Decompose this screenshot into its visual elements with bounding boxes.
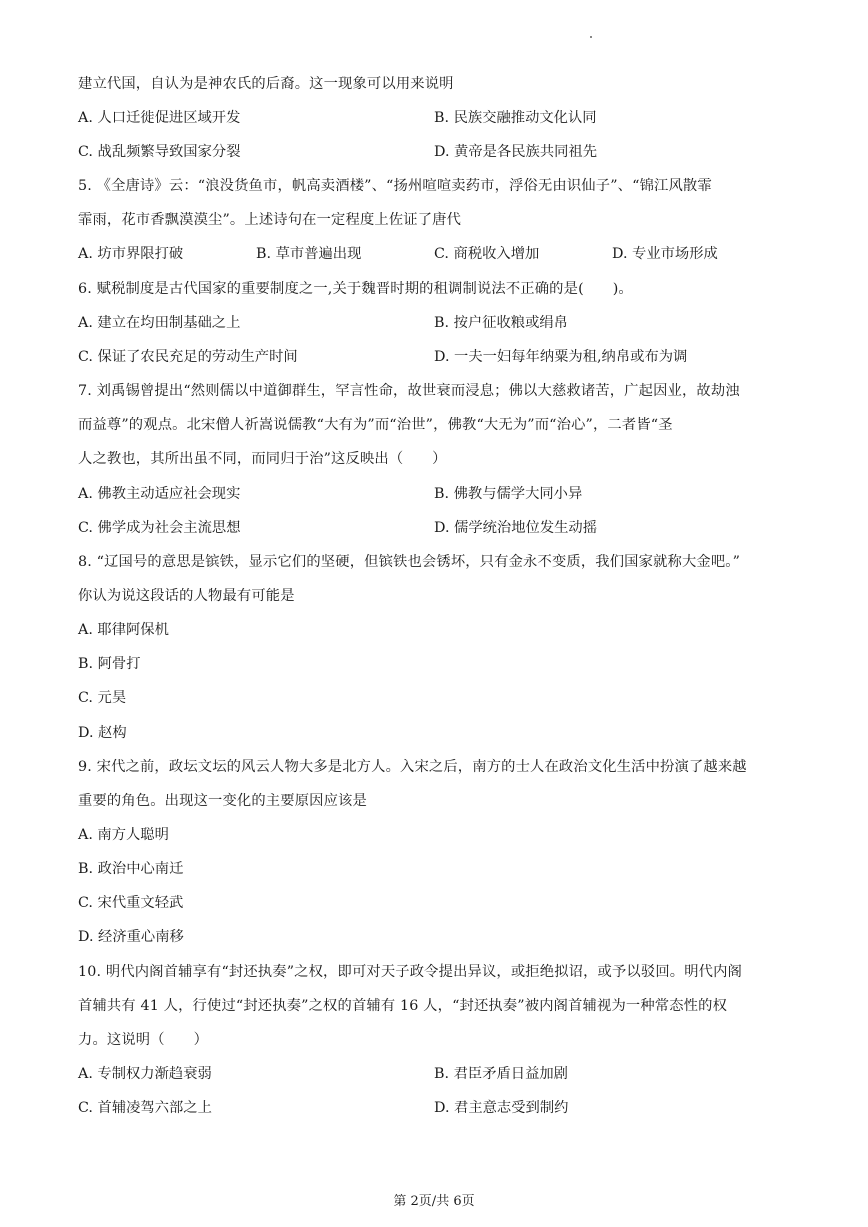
q5-option-c: C. 商税收入增加 [434, 246, 540, 262]
q10-option-a: A. 专制权力渐趋衰弱 [78, 1066, 212, 1082]
q6-option-a: A. 建立在均田制基础之上 [78, 315, 241, 331]
q7-stem-line-2: 而益尊”的观点。北宋僧人祈嵩说儒教“大有为”而“治世”，佛教“大无为”而“治心”，二者皆“圣 [78, 417, 673, 433]
q7-option-a: A. 佛教主动适应社会现实 [78, 486, 241, 502]
q5-stem-line-2: 霏雨，花市香飘漠漠尘”。上述诗句在一定程度上佐证了唐代 [78, 212, 462, 228]
q6-option-b: B. 按户征收粮或绢帛 [434, 315, 568, 331]
q10-option-b: B. 君臣矛盾日益加剧 [434, 1066, 568, 1082]
q6-option-d: D. 一夫一妇每年纳粟为租,纳帛或布为调 [434, 349, 688, 365]
q8-stem-line-2: 你认为说这段话的人物最有可能是 [78, 588, 295, 604]
q8-option-d: D. 赵构 [78, 725, 127, 741]
q7-option-b: B. 佛教与儒学大同小异 [434, 486, 583, 502]
q5-option-d: D. 专业市场形成 [612, 246, 718, 262]
q10-option-c: C. 首辅凌驾六部之上 [78, 1100, 212, 1116]
q4-option-d: D. 黄帝是各民族共同祖先 [434, 144, 598, 160]
q4-option-c: C. 战乱频繁导致国家分裂 [78, 144, 241, 160]
q9-stem-line-2: 重要的角色。出现这一变化的主要原因应该是 [78, 793, 367, 809]
q10-stem-line-3: 力。这说明（ ） [78, 1032, 209, 1048]
scan-speck [590, 36, 592, 38]
q7-option-c: C. 佛学成为社会主流思想 [78, 520, 241, 536]
q6-option-c: C. 保证了农民充足的劳动生产时间 [78, 349, 298, 365]
q5-stem-line-1: 5. 《全唐诗》云：“浪没货鱼市，帆高卖酒楼”、“扬州喧喧卖药市，浮俗无由识仙子”、“锦江风散霏 [78, 178, 712, 194]
q9-option-a: A. 南方人聪明 [78, 827, 169, 843]
q9-stem-line-1: 9. 宋代之前，政坛文坛的风云人物大多是北方人。入宋之后，南方的士人在政治文化生活中扮演了越来越 [78, 759, 747, 775]
q10-stem-line-1: 10. 明代内阁首辅享有“封还执奏”之权，即可对天子政令提出异议，或拒绝拟诏，或予以驳回。明代内阁 [78, 964, 743, 980]
q6-stem-line-1: 6. 赋税制度是古代国家的重要制度之一,关于魏晋时期的租调制说法不正确的是( )。 [78, 281, 633, 297]
q9-option-b: B. 政治中心南迁 [78, 861, 184, 877]
q4-option-a: A. 人口迁徙促进区域开发 [78, 110, 241, 126]
q7-stem-line-3: 人之教也，其所出虽不同，而同归于治”这反映出（ ） [78, 451, 447, 467]
q5-option-b: B. 草市普遍出现 [256, 246, 362, 262]
q7-option-d: D. 儒学统治地位发生动摇 [434, 520, 598, 536]
q10-stem-line-2: 首辅共有 41 人，行使过“封还执奏”之权的首辅有 16 人，“封还执奏”被内阁首辅视为一种常态性的权 [78, 998, 728, 1014]
q8-option-c: C. 元昊 [78, 690, 127, 706]
page-number-footer: 第 2页/共 6页 [393, 1194, 475, 1209]
q7-stem-line-1: 7. 刘禹锡曾提出“然则儒以中道御群生，罕言性命，故世衰而浸息；佛以大慈救诸苦，广起因业，故劫浊 [78, 383, 740, 399]
q9-option-c: C. 宋代重文轻武 [78, 895, 184, 911]
q8-stem-line-1: 8. “辽国号的意思是镔铁，显示它们的坚硬，但镔铁也会锈坏，只有金永不变质，我们国家就称大金吧。” [78, 554, 741, 570]
q9-option-d: D. 经济重心南移 [78, 929, 184, 945]
q10-option-d: D. 君主意志受到制约 [434, 1100, 569, 1116]
q4-stem-tail: 建立代国，自认为是神农氏的后裔。这一现象可以用来说明 [78, 76, 454, 92]
q8-option-a: A. 耶律阿保机 [78, 622, 169, 638]
q5-option-a: A. 坊市界限打破 [78, 246, 184, 262]
q8-option-b: B. 阿骨打 [78, 656, 141, 672]
q4-option-b: B. 民族交融推动文化认同 [434, 110, 597, 126]
